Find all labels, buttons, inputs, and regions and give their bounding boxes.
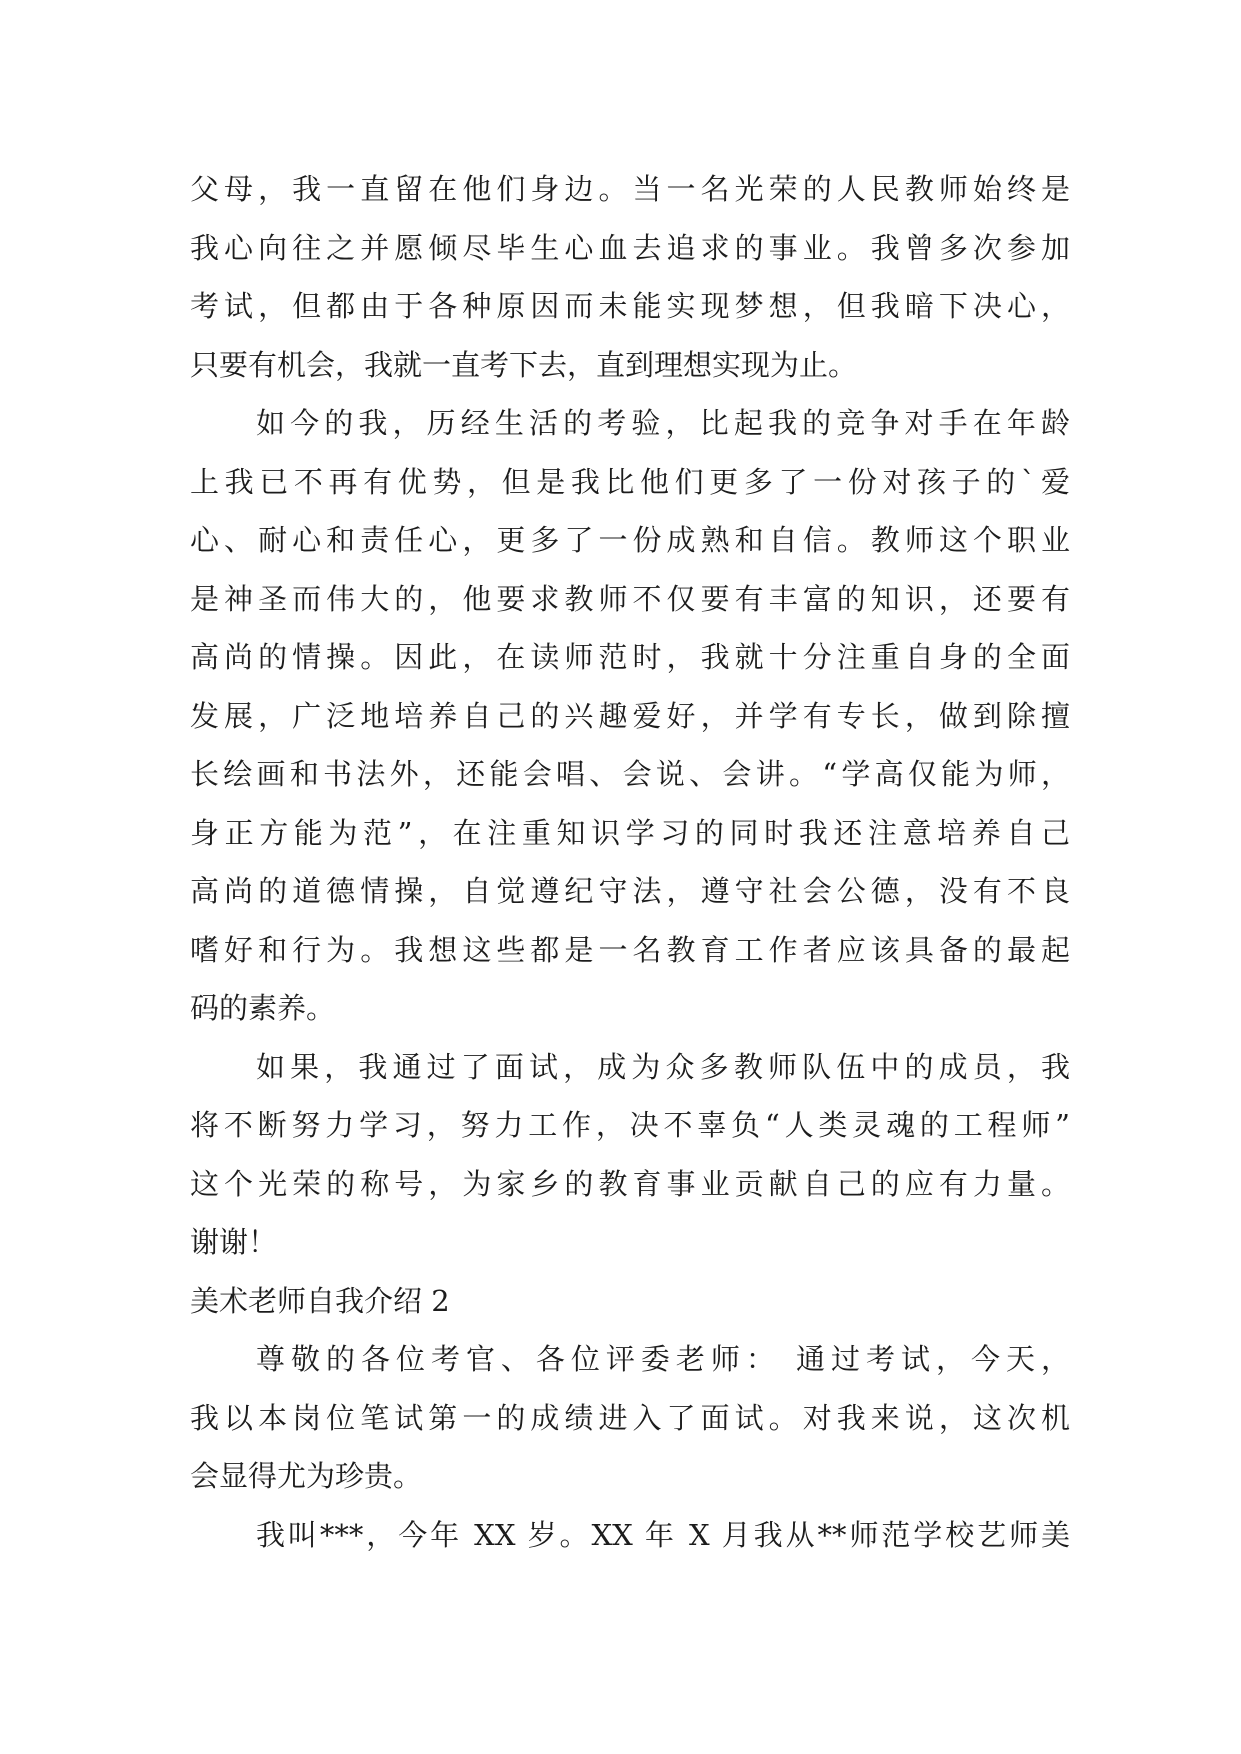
text-line: 会显得尤为珍贵。 bbox=[190, 1459, 423, 1493]
text-line: 是神圣而伟大的，他要求教师不仅要有丰富的知识，还要有 bbox=[190, 581, 1070, 616]
text-line: 将不断努力学习，努力工作，决不辜负“人类灵魂的工程师” bbox=[190, 1108, 1070, 1142]
text-line: 只要有机会，我就一直考下去，直到理想实现为止。 bbox=[190, 347, 858, 382]
text-line: 尊敬的各位考官、各位评委老师： 通过考试，今天， bbox=[256, 1342, 1070, 1376]
text-line: 谢谢！ bbox=[190, 1225, 278, 1259]
text-line: 心、耐心和责任心，更多了一份成熟和自信。教师这个职业 bbox=[190, 523, 1070, 557]
text-line: 上我已不再有优势，但是我比他们更多了一份对孩子的`爱 bbox=[190, 464, 1070, 499]
text-line: 这个光荣的称号，为家乡的教育事业贡献自己的应有力量。 bbox=[190, 1166, 1070, 1201]
text-line: 身正方能为范”，在注重知识学习的同时我还注意培养自己 bbox=[190, 815, 1070, 850]
text-line: 长绘画和书法外，还能会唱、会说、会讲。“学高仅能为师， bbox=[190, 757, 1070, 791]
text-line: 发展，广泛地培养自己的兴趣爱好，并学有专长，做到除擅 bbox=[190, 698, 1070, 733]
text-line: 父母，我一直留在他们身边。当一名光荣的人民教师始终是 bbox=[190, 172, 1070, 206]
text-line: 码的素养。 bbox=[190, 991, 336, 1025]
text-line: 高尚的道德情操，自觉遵纪守法，遵守社会公德，没有不良 bbox=[190, 874, 1070, 908]
text-line: 我叫***，今年 XX 岁。XX 年 X 月我从**师范学校艺师美 bbox=[256, 1517, 1070, 1552]
text-line: 如果，我通过了面试，成为众多教师队伍中的成员，我 bbox=[256, 1049, 1070, 1084]
text-line: 嗜好和行为。我想这些都是一名教育工作者应该具备的最起 bbox=[190, 932, 1070, 967]
text-line: 我以本岗位笔试第一的成绩进入了面试。对我来说，这次机 bbox=[190, 1400, 1070, 1435]
document-body bbox=[190, 160, 1070, 1564]
text-line: 如今的我，历经生活的考验，比起我的竞争对手在年龄 bbox=[256, 406, 1070, 440]
text-line: 考试，但都由于各种原因而未能实现梦想，但我暗下决心， bbox=[190, 289, 1070, 323]
section-heading: 美术老师自我介绍 2 bbox=[190, 1283, 450, 1318]
text-line: 高尚的情操。因此，在读师范时，我就十分注重自身的全面 bbox=[190, 640, 1070, 674]
text-line: 我心向往之并愿倾尽毕生心血去追求的事业。我曾多次参加 bbox=[190, 230, 1070, 265]
